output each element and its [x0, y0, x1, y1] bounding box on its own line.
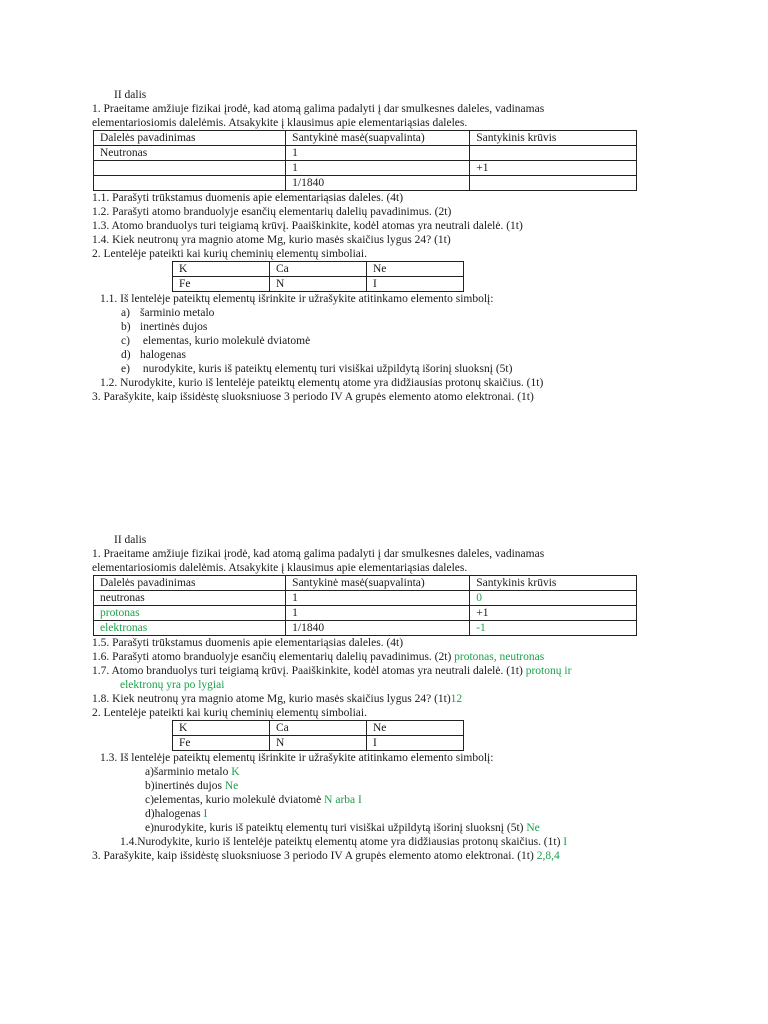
table-row: [94, 161, 637, 176]
answer-text: I: [563, 836, 568, 848]
answers-section: [92, 533, 677, 863]
question-3: 3. Parašykite, kaip išsidėstę sluoksniuose 3 periodo IV A grupės elemento atomo elektronai. (1t) 2,8,4: [92, 850, 560, 862]
answer-text: 12: [450, 693, 463, 705]
table-row: [94, 591, 637, 606]
question-1-3: 1.3. Atomo branduolys turi teigiamą krūvį. Paaiškinkite, kodėl atomas yra neutrali dalelė. (1t): [92, 220, 523, 232]
question-1-intro-cont: elementariosiomis dalelėmis. Atsakykite į klausimus apie elementariąsias daleles.: [92, 562, 468, 574]
questions-section: [92, 88, 677, 404]
question-1-intro: 1. Praeitame amžiuje fizikai įrodė, kad atomą galima padalyti į dar smulkesnes daleles, vadinamas: [92, 548, 545, 560]
list-item: c) elementas, kurio molekulė dviatomė: [121, 335, 311, 347]
table-row: [94, 176, 637, 191]
table-header-row: [94, 576, 637, 591]
question-1-4-b: 1.4.Nurodykite, kurio iš lentelėje pateiktų elementų atome yra didžiausias protonų skaičius. (1t) I: [120, 836, 568, 848]
answer-text: 2,8,4: [536, 850, 560, 862]
question-1-8: 1.8. Kiek neutronų yra magnio atome Mg, kurio masės skaičius lygus 24? (1t)12: [92, 693, 463, 705]
table-cell: [94, 176, 286, 191]
element-cell: Fe: [173, 736, 270, 751]
table-cell: 1/1840: [286, 621, 470, 636]
elements-table: [172, 720, 464, 751]
answer-cell: elektronas: [94, 621, 286, 636]
list-item: b)inertinės dujos Ne: [145, 780, 239, 792]
list-item: d)halogenas I: [145, 808, 208, 820]
element-cell: N: [269, 736, 366, 751]
answer-cell: -1: [470, 621, 637, 636]
table-row: [173, 736, 464, 751]
element-cell: K: [173, 262, 270, 277]
table-row: [94, 146, 637, 161]
table-cell: 1: [286, 591, 470, 606]
table-row: [173, 277, 464, 292]
element-cell: Ne: [366, 262, 463, 277]
question-1-intro-cont: elementariosiomis dalelėmis. Atsakykite į klausimus apie elementariąsias daleles.: [92, 117, 468, 129]
table-header-cell: Santykinis krūvis: [470, 131, 637, 146]
table-cell: 1: [286, 146, 470, 161]
answer-text: Ne: [526, 822, 540, 834]
element-cell: Ne: [366, 721, 463, 736]
question-1-6: 1.6. Parašyti atomo branduolyje esančių elementarių dalelių pavadinimus. (2t) protonas, neutronas: [92, 651, 545, 663]
element-cell: N: [269, 277, 366, 292]
answer-text: K: [231, 766, 240, 778]
table-header-cell: Dalelės pavadinimas: [94, 131, 286, 146]
question-1-3-b: 1.3. Iš lentelėje pateiktų elementų išrinkite ir užrašykite atitinkamo elemento simbolį:: [100, 752, 494, 764]
table-cell: [470, 146, 637, 161]
list-item: b) inertinės dujos: [121, 321, 208, 333]
table-cell: 1/1840: [286, 176, 470, 191]
section-title: II dalis: [114, 534, 147, 546]
question-2: 2. Lentelėje pateikti kai kurių cheminių elementų simboliai.: [92, 707, 367, 719]
table-header-row: [94, 131, 637, 146]
element-cell: K: [173, 721, 270, 736]
list-item: c)elementas, kurio molekulė dviatomė N arba I: [145, 794, 362, 806]
table-header-cell: Santykinis krūvis: [470, 576, 637, 591]
question-3: 3. Parašykite, kaip išsidėstę sluoksniuose 3 periodo IV A grupės elemento atomo elektronai. (1t): [92, 391, 534, 403]
answer-text-cont: elektronų yra po lygiai: [120, 679, 225, 691]
list-item: e)nurodykite, kuris iš pateiktų elementų turi visiškai užpildytą išorinį sluoksnį (5t) Ne: [145, 822, 540, 834]
table-cell: 1: [286, 161, 470, 176]
question-2-2: 1.2. Nurodykite, kurio iš lentelėje pateiktų elementų atome yra didžiausias protonų skaičius. (1t): [100, 377, 544, 389]
table-row: [173, 262, 464, 277]
table-header-cell: Dalelės pavadinimas: [94, 576, 286, 591]
element-cell: Ca: [269, 262, 366, 277]
table-cell: [94, 161, 286, 176]
question-2: 2. Lentelėje pateikti kai kurių cheminių elementų simboliai.: [92, 248, 367, 260]
table-cell: Neutronas: [94, 146, 286, 161]
question-1-5: 1.5. Parašyti trūkstamus duomenis apie elementariąsias daleles. (4t): [92, 637, 404, 649]
particles-table: [93, 575, 637, 636]
element-cell: I: [366, 277, 463, 292]
table-row: [94, 606, 637, 621]
table-header-cell: Santykinė masė(suapvalinta): [286, 576, 470, 591]
question-1-2: 1.2. Parašyti atomo branduolyje esančių elementarių dalelių pavadinimus. (2t): [92, 206, 452, 218]
answer-text: Ne: [224, 780, 239, 792]
answer-text: N arba I: [324, 794, 362, 806]
list-item: a)šarminio metalo K: [145, 766, 240, 778]
table-row: [173, 721, 464, 736]
list-item: a) šarminio metalo: [121, 307, 215, 319]
table-row: [94, 621, 637, 636]
answer-text: I: [203, 808, 208, 820]
particles-table: [93, 130, 637, 191]
elements-table: [172, 261, 464, 292]
answer-cell: protonas: [94, 606, 286, 621]
table-cell: +1: [470, 606, 637, 621]
question-2-1: 1.1. Iš lentelėje pateiktų elementų išrinkite ir užrašykite atitinkamo elemento simbolį:: [100, 293, 494, 305]
table-cell: neutronas: [94, 591, 286, 606]
question-1-intro: 1. Praeitame amžiuje fizikai įrodė, kad atomą galima padalyti į dar smulkesnes daleles, vadinamas: [92, 103, 545, 115]
answer-text: protonas, neutronas: [454, 651, 545, 663]
element-cell: I: [366, 736, 463, 751]
answer-text: protonų ir: [525, 665, 572, 677]
question-1-4: 1.4. Kiek neutronų yra magnio atome Mg, kurio masės skaičius lygus 24? (1t): [92, 234, 451, 246]
table-cell: 1: [286, 606, 470, 621]
question-1-1: 1.1. Parašyti trūkstamus duomenis apie elementariąsias daleles. (4t): [92, 192, 404, 204]
table-cell: [470, 176, 637, 191]
list-item: d) halogenas: [121, 349, 186, 361]
list-item: e) nurodykite, kuris iš pateiktų elementų turi visiškai užpildytą išorinį sluoksnį (5t): [121, 363, 513, 375]
element-cell: Fe: [173, 277, 270, 292]
table-cell: +1: [470, 161, 637, 176]
section-title: II dalis: [114, 89, 147, 101]
answer-cell: 0: [470, 591, 637, 606]
element-cell: Ca: [269, 721, 366, 736]
table-header-cell: Santykinė masė(suapvalinta): [286, 131, 470, 146]
question-1-7: 1.7. Atomo branduolys turi teigiamą krūvį. Paaiškinkite, kodėl atomas yra neutrali dalelė. (1t) protonų ir: [92, 665, 572, 677]
